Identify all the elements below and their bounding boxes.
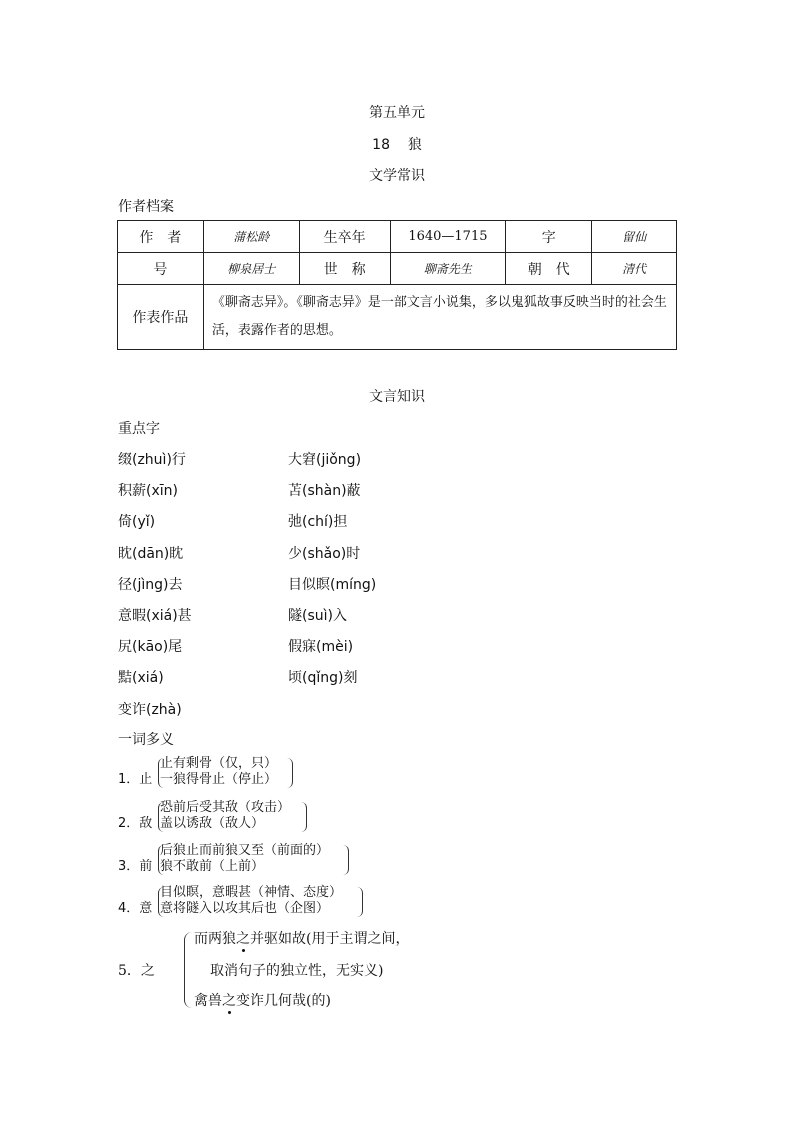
polysemy-word: 4．意 [118, 901, 153, 916]
dynasty-value: 清代 [592, 253, 677, 285]
list-item [118, 543, 518, 574]
key-char: 少(shǎo)时 [288, 545, 361, 562]
key-char: 缀(zhuì)行 [118, 452, 186, 468]
key-char: 假寐(mèi) [288, 639, 354, 656]
polysemy-sense [194, 928, 409, 948]
polysemy-sense: 狼不敢前（上前） [160, 859, 265, 874]
lesson-name: 狼 [407, 137, 422, 153]
table-row [118, 253, 677, 285]
list-item [118, 636, 518, 667]
right-brace [342, 845, 349, 875]
hao-value: 柳泉居士 [203, 253, 299, 285]
key-char: 顷(qǐng)刻 [288, 670, 358, 687]
list-item [118, 449, 518, 480]
name-value: 蒲松龄 [203, 221, 299, 253]
author-profile-heading: 作者档案 [118, 199, 174, 215]
unit-title: 第五单元 [369, 105, 425, 121]
table-row [118, 221, 677, 253]
polysemy-sense: 止有剩骨（仅，只） [160, 756, 278, 771]
years-value: 1640—1715 [390, 221, 506, 253]
sense-text: 并驱如故(用于主谓之间， [250, 931, 410, 947]
key-char: 意暇(xiá)甚 [118, 607, 192, 624]
polysemy-sense: 盖以诱敌（敌人） [160, 816, 265, 831]
left-brace [184, 932, 193, 1008]
section-classical-knowledge: 文言知识 [369, 389, 425, 405]
sense-text: 禽兽 [194, 993, 222, 1009]
polysemy-sense: 目似瞑，意暇甚（神情、态度） [160, 885, 343, 900]
author-table [117, 220, 677, 350]
list-item [118, 699, 518, 730]
key-char: 眈(dān)眈 [118, 545, 184, 562]
works-label: 作表作品 [118, 285, 204, 350]
right-brace [300, 802, 307, 832]
zi-label: 字 [506, 221, 592, 253]
title-value: 聊斋先生 [390, 253, 506, 285]
lesson-title [0, 134, 794, 154]
list-item [118, 605, 518, 636]
right-brace [286, 758, 293, 788]
emphasis-char: 之 [222, 993, 236, 1009]
lesson-number: 18 [372, 137, 390, 153]
list-item [118, 667, 518, 698]
sense-text: 而两狼 [194, 931, 236, 947]
name-label: 作 者 [118, 221, 204, 253]
key-char: 隧(suì)入 [288, 607, 347, 624]
key-char: 黠(xiá) [118, 670, 164, 687]
polysemy-sense: 取消句子的独立性，无实义) [210, 963, 384, 979]
section-literary-knowledge: 文学常识 [369, 168, 425, 184]
polysemy-sense: 意将隧入以攻其后也（企图） [160, 901, 330, 916]
dynasty-label: 朝 代 [506, 253, 592, 285]
emphasis-char: 之 [236, 931, 250, 947]
sense-text: 变诈几何哉(的) [236, 993, 331, 1009]
key-char: 倚(yǐ) [118, 514, 156, 531]
key-char: 大窘(jiǒng) [288, 452, 362, 468]
right-brace [356, 887, 363, 917]
polysemy-word: 2．敌 [118, 816, 153, 831]
zi-value: 留仙 [592, 221, 677, 253]
list-item [118, 511, 518, 542]
key-char: 目似瞑(míng) [288, 576, 377, 593]
polysemy-word: 5．之 [118, 963, 155, 979]
key-char: 径(jìng)去 [118, 576, 183, 593]
list-item [118, 574, 518, 605]
polysemy-word: 1．止 [118, 772, 153, 787]
list-item [118, 480, 518, 511]
title-label: 世 称 [299, 253, 390, 285]
works-value: 《聊斋志异》。《聊斋志异》是一部文言小说集，多以鬼狐故事反映当时的社会生活，表露作者的思想。 [203, 285, 676, 350]
polysemy-sense [194, 990, 331, 1010]
key-chars-list [118, 449, 518, 730]
key-chars-heading: 重点字 [118, 421, 160, 437]
table-row [118, 285, 677, 350]
polysemy-sense: 恐前后受其敌（攻击） [160, 800, 291, 815]
key-char: 尻(kāo)尾 [118, 639, 183, 656]
key-char: 积薪(xīn) [118, 483, 178, 500]
polysemy-sense: 后狼止而前狼又至（前面的） [160, 843, 330, 858]
hao-label: 号 [118, 253, 204, 285]
polysemy-heading: 一词多义 [118, 732, 174, 748]
polysemy-word: 3．前 [118, 859, 153, 874]
key-char: 苫(shàn)蔽 [288, 483, 361, 500]
key-char: 变诈(zhà) [118, 701, 182, 718]
key-char: 弛(chí)担 [288, 514, 348, 531]
polysemy-sense: 一狼得骨止（停止） [160, 772, 278, 787]
years-label: 生卒年 [299, 221, 390, 253]
